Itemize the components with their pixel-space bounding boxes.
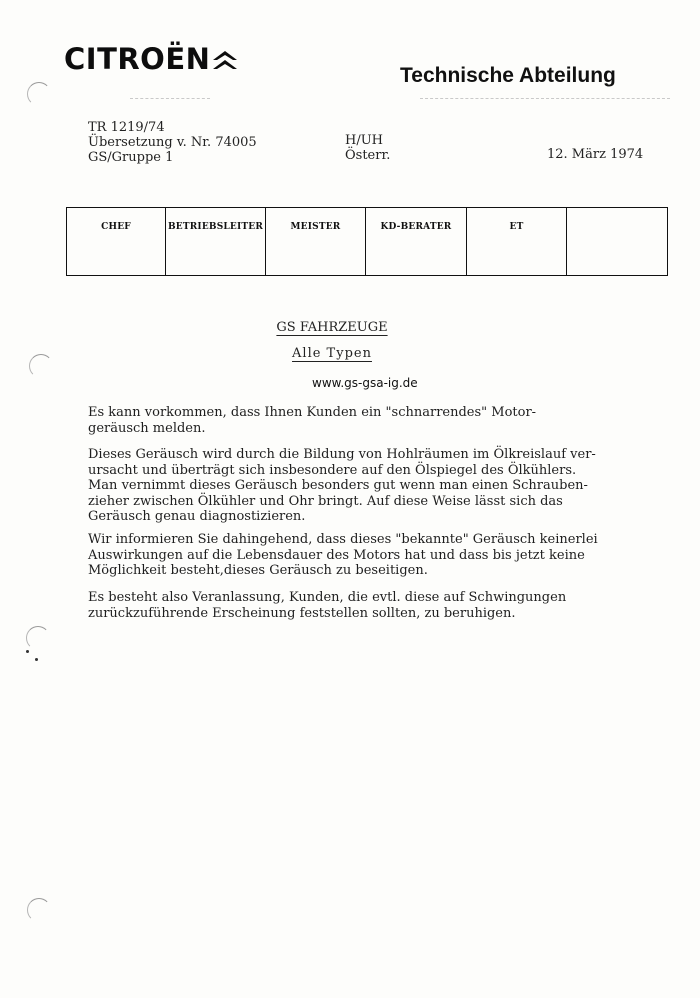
translation-reference: Übersetzung v. Nr. 74005 xyxy=(88,135,257,150)
paragraph-line: ursacht und überträgt sich insbesondere auf den Ölspiegel des Ölkühlers. xyxy=(88,462,577,478)
paragraph-line: Auswirkungen auf die Lebensdauer des Motors hat und dass bis jetzt keine xyxy=(88,547,585,563)
subject-title xyxy=(0,320,682,335)
author-block xyxy=(345,133,390,163)
subject-subtitle-text: Alle Typen xyxy=(292,346,372,361)
distribution-cell-betriebsleiter: BETRIEBSLEITER xyxy=(166,208,266,275)
distribution-cell-empty xyxy=(567,208,666,275)
country: Österr. xyxy=(345,148,391,163)
reference-block xyxy=(88,120,257,165)
distribution-cell-chef: CHEF xyxy=(67,208,166,275)
subject-title-text: GS FAHRZEUGE xyxy=(276,320,388,335)
paragraph-line: zurückzuführende Erscheinung feststellen sollten, zu beruhigen. xyxy=(88,605,516,621)
paragraph-line: zieher zwischen Ölkühler und Ohr bringt. Auf diese Weise lässt sich das xyxy=(88,493,563,509)
paragraph-line: Dieses Geräusch wird durch die Bildung von Hohlräumen im Ölkreislauf ver- xyxy=(88,447,596,462)
punch-hole-icon xyxy=(27,82,51,106)
distribution-cell-et: ET xyxy=(467,208,567,275)
paper-speck xyxy=(26,650,29,653)
department-title: Technische Abteilung xyxy=(400,64,616,87)
paragraph-1 xyxy=(88,405,648,436)
brand-logo xyxy=(64,42,238,76)
paper-speck xyxy=(35,658,38,661)
paragraph-line: Geräusch genau diagnostizieren. xyxy=(88,509,306,524)
paragraph-line: geräusch melden. xyxy=(88,420,206,436)
distribution-cell-meister: MEISTER xyxy=(266,208,366,275)
paragraph-line: Es besteht also Veranlassung, Kunden, die evtl. diese auf Schwingungen xyxy=(88,590,567,605)
paragraph-line: Es kann vorkommen, dass Ihnen Kunden ein "schnarrendes" Motor- xyxy=(88,405,537,420)
paragraph-line: Man vernimmt dieses Geräusch besonders gut wenn man einen Schrauben- xyxy=(88,478,588,493)
distribution-cell-kd-berater: KD-BERATER xyxy=(366,208,467,275)
header-divider xyxy=(420,98,670,99)
group-reference: GS/Gruppe 1 xyxy=(88,150,174,165)
subject-subtitle xyxy=(0,346,682,361)
paragraph-2 xyxy=(88,447,648,525)
punch-hole-icon xyxy=(26,626,50,650)
website-url: www.gs-gsa-ig.de xyxy=(312,376,418,390)
reference-number: TR 1219/74 xyxy=(88,120,165,135)
header-divider xyxy=(130,98,210,99)
document-date: 12. März 1974 xyxy=(547,147,644,162)
paragraph-4 xyxy=(88,590,648,621)
author-initials: H/UH xyxy=(345,133,384,148)
brand-name: CITROËN xyxy=(64,42,211,76)
distribution-table xyxy=(66,207,668,276)
double-chevron-icon xyxy=(212,48,238,72)
paragraph-line: Wir informieren Sie dahingehend, dass dieses "bekannte" Geräusch keinerlei xyxy=(88,532,598,547)
paragraph-3 xyxy=(88,532,648,579)
punch-hole-icon xyxy=(27,898,51,922)
paragraph-line: Möglichkeit besteht,dieses Geräusch zu beseitigen. xyxy=(88,563,428,578)
